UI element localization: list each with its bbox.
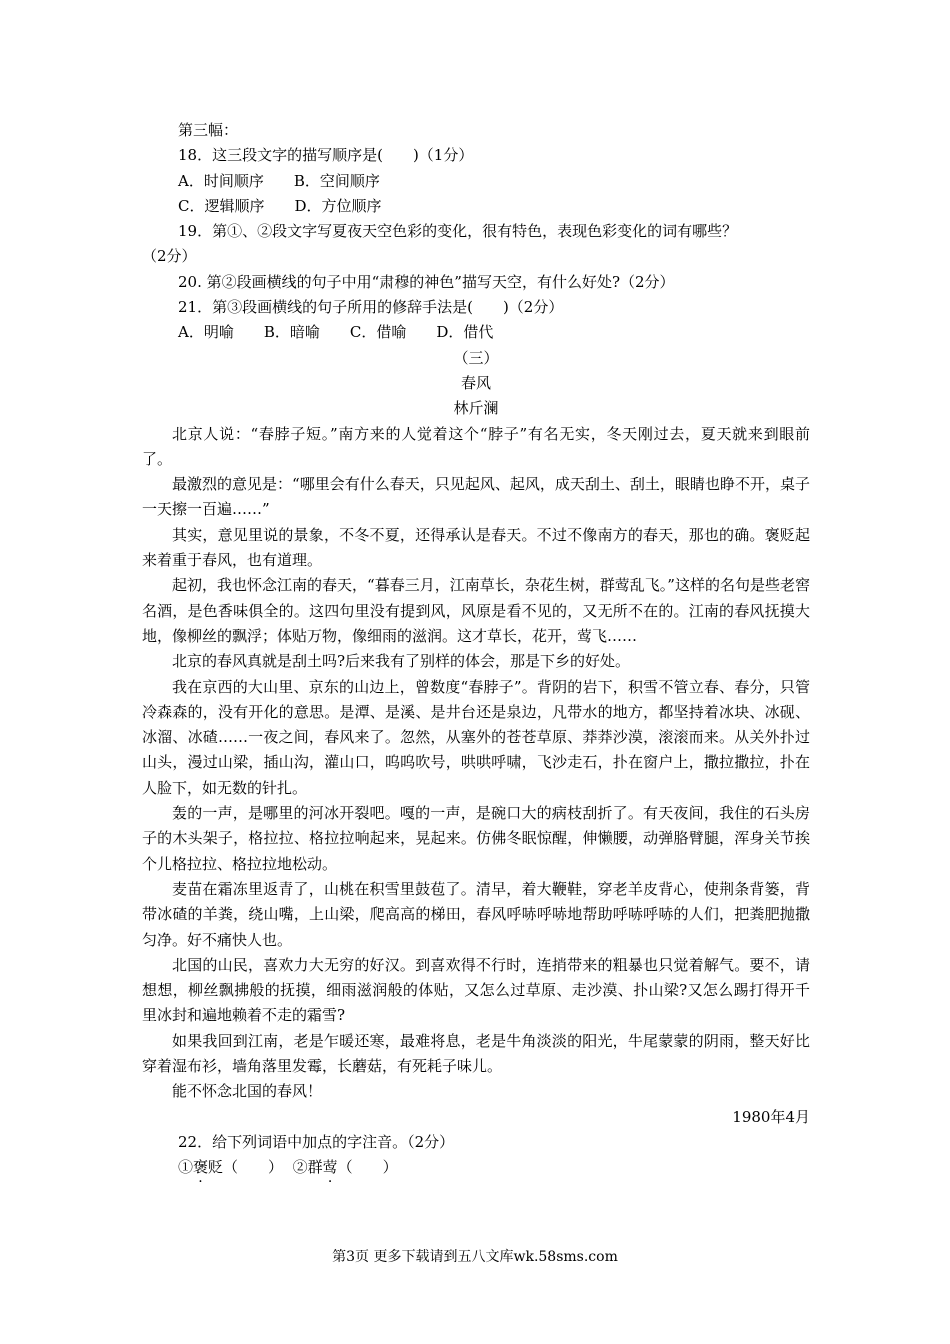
answer-blank: （ ） <box>337 1158 398 1177</box>
page-content <box>142 118 810 1180</box>
section-number: （三） <box>453 348 499 367</box>
answer-blank: （ ） <box>223 1158 284 1177</box>
article-paragraph: 我在京西的大山里、京东的山边上，曾数度“春脖子”。背阴的岩下，积雪不管立春、春分，只管冷森森的，没有开化的意思。是潭、是溪、是井台还是泉边，凡带水的地方，都坚持着冰块、冰砚、冰溜、冰碴……一夜之间，春风来了。忽然，从塞外的苍苍草原、莽莽沙漠，滚滚而来。从关外扑过山头，漫过山梁，插山沟，灌山口，呜呜吹号，哄哄呼啸，飞沙走石，扑在窗户上，撒拉撒拉，扑在人脸下，如无数的针扎。 <box>142 677 810 797</box>
article-paragraph: 最激烈的意见是：“哪里会有什么春天，只见起风、起风，成天刮土、刮土，眼睛也睁不开，桌子一天擦一百遍……” <box>142 475 810 519</box>
question-19-line2: （2分） <box>142 247 197 266</box>
question-18-options-ab: A．时间顺序 B．空间顺序 <box>178 171 380 190</box>
article-author: 林斤澜 <box>453 399 499 418</box>
item-number: ① <box>178 1158 194 1177</box>
word-character: 群 <box>307 1158 323 1177</box>
question-19-line1: 19．第①、②段文字写夏夜天空色彩的变化，很有特色，表现色彩变化的词有哪些？ <box>178 222 738 241</box>
article-paragraph: 如果我回到江南，老是乍暖还寒，最难将息，老是牛角淡淡的阳光，牛尾蒙蒙的阴雨，整天好比穿着湿布衫，墙角落里发霉，长蘑菇，有死耗子味儿。 <box>142 1031 810 1075</box>
question-22: 22．给下列词语中加点的字注音。（2分） <box>178 1132 455 1151</box>
article-paragraph: 起初，我也怀念江南的春天，“暮春三月，江南草长，杂花生树，群莺乱飞。”这样的名句是些老窖名酒，是色香味俱全的。这四句里没有提到风，风原是看不见的，又无所不在的。江南的春风抚摸大地，像柳丝的飘浮；体贴万物，像细雨的滋润。这才草长，花开，莺飞…… <box>142 576 810 645</box>
question-20: 20. 第②段画横线的句子中用“肃穆的神色”描写天空，有什么好处?（2分） <box>178 272 675 291</box>
section-label: 第三幅： <box>178 121 239 139</box>
question-22-items <box>142 1155 810 1180</box>
article-paragraph: 北京人说：“春脖子短。”南方来的人觉着这个“脖子”有名无实，冬天刚过去，夏天就来到眼前了。 <box>142 424 810 468</box>
question-18: 18．这三段文字的描写顺序是( )（1分） <box>178 146 474 165</box>
article-paragraph: 能不怀念北国的春风！ <box>172 1082 323 1101</box>
article-paragraph: 北京的春风真就是刮土吗?后来我有了别样的体会，那是下乡的好处。 <box>172 652 631 671</box>
question-21: 21．第③段画横线的句子所用的修辞手法是( )（2分） <box>178 298 564 317</box>
page-footer: 第3页 更多下载请到五八文库wk.58sms.com <box>332 1249 618 1265</box>
question-18-options-cd: C．逻辑顺序 D．方位顺序 <box>178 196 382 215</box>
word-character: 贬 <box>208 1158 224 1177</box>
dotted-character: 莺 <box>322 1158 338 1177</box>
article-title: 春风 <box>460 373 491 392</box>
article-paragraph: 其实，意见里说的景象，不冬不夏，还得承认是春天。不过不像南方的春天，那也的确。褒贬起来着重于春风，也有道理。 <box>142 525 810 570</box>
article-paragraph: 麦苗在霜冻里返青了，山桃在积雪里鼓苞了。清早，着大鞭鞋，穿老羊皮背心，使荆条背篓，背带冰碴的羊粪，绕山嘴，上山梁，爬高高的梯田，春风呼哧呼哧地帮助呼哧呼哧的人们，把粪肥抛撒匀净。好不痛快人也。 <box>142 879 810 949</box>
article-paragraph: 轰的一声，是哪里的河冰开裂吧。嘎的一声，是碗口大的病枝刮折了。有天夜间，我住的石头房子的木头架子，格拉拉、格拉拉响起来，晃起来。仿佛冬眠惊醒，伸懒腰，动弹胳臂腿，浑身关节挨个儿格拉拉、格拉拉地松动。 <box>142 804 810 873</box>
question-21-options: A．明喻 B．暗喻 C．借喻 D．借代 <box>178 323 494 342</box>
article-paragraph: 北国的山民，喜欢力大无穷的好汉。到喜欢得不行时，连捎带来的粗暴也只觉着解气。要不，请想想，柳丝飘拂般的抚摸，细雨滋润般的体贴，又怎么过草原、走沙漠、扑山梁?又怎么踢打得开千里冰封和遍地赖着不走的霜雪? <box>142 955 810 1025</box>
dotted-character: 褒 <box>193 1158 209 1177</box>
item-number: ② <box>292 1158 308 1177</box>
article-date: 1980年4月 <box>732 1107 810 1126</box>
